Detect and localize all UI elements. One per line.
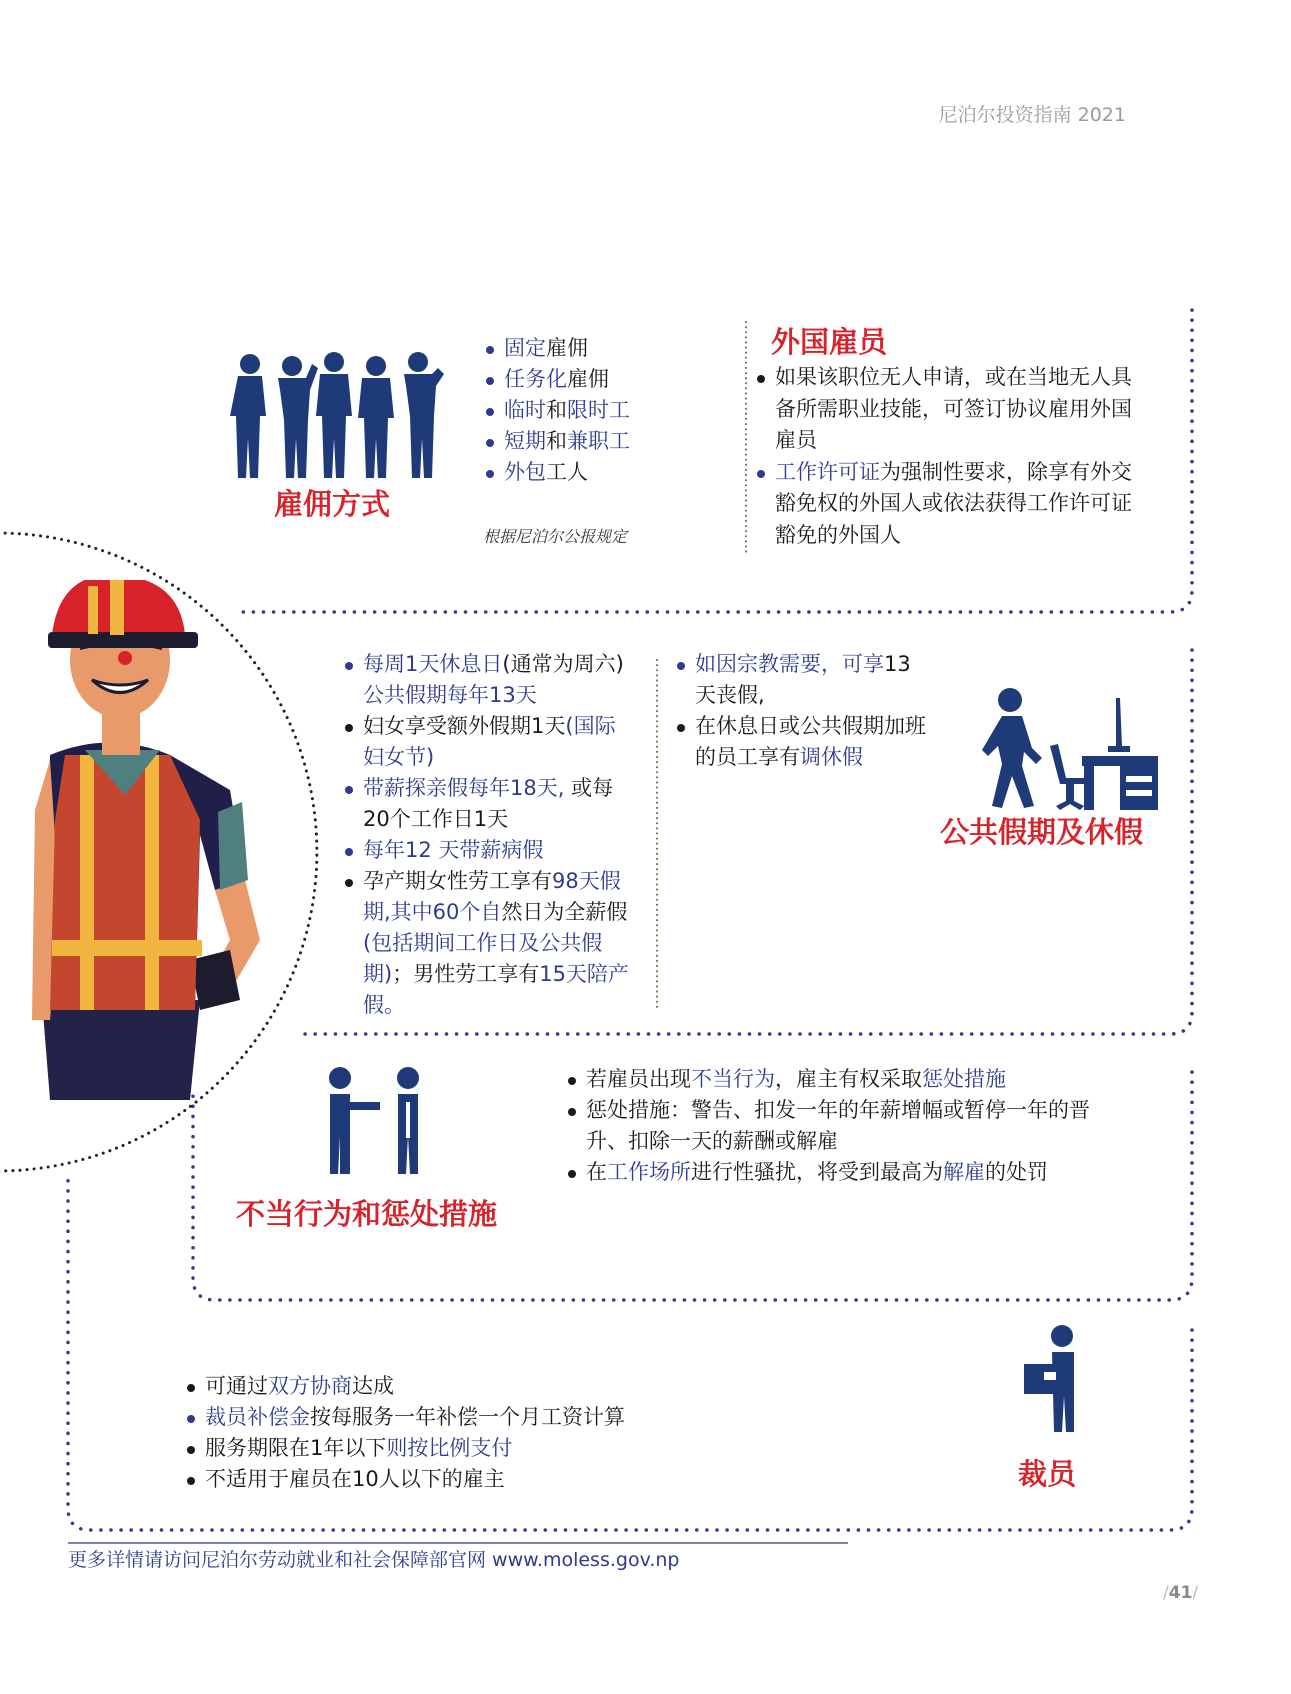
highlighted-term: 15天陪产假。 <box>363 962 629 1017</box>
text-segment: 若雇员出现 <box>586 1067 691 1091</box>
list-item <box>677 649 927 711</box>
highlighted-term: 带薪探亲假每年18天, <box>363 776 565 800</box>
highlighted-term: 双方协商 <box>268 1374 352 1398</box>
item-text <box>363 714 616 769</box>
highlighted-term: 解雇 <box>943 1160 985 1184</box>
highlighted-term: 外包 <box>504 460 546 484</box>
text-segment: 可通过 <box>205 1374 268 1398</box>
highlighted-term: 工作场所 <box>607 1160 691 1184</box>
item-text <box>205 1405 625 1429</box>
list-item <box>486 333 630 364</box>
highlighted-term: 每年12 天带薪病假 <box>363 838 544 862</box>
highlighted-term: (国际妇女节) <box>363 714 616 769</box>
item-text <box>205 1374 394 1398</box>
text-segment: 在休息日或公共假期加班的员工享有 <box>695 714 926 769</box>
holidays-title: 公共假期及休假 <box>940 815 1144 849</box>
text-segment: ，雇主有权采取 <box>775 1067 922 1091</box>
misconduct-list <box>568 1064 1128 1188</box>
highlighted-term: 每周1天休息日 <box>363 652 503 676</box>
list-item <box>486 426 630 457</box>
highlighted-term: 临时 <box>504 398 546 422</box>
layoff-title: 裁员 <box>1018 1457 1077 1491</box>
list-item <box>187 1464 887 1495</box>
item-text <box>504 367 609 391</box>
list-item <box>568 1095 1128 1157</box>
text-segment: 和 <box>546 398 567 422</box>
text-segment: 雇佣 <box>567 367 609 391</box>
list-item <box>345 835 630 866</box>
text-segment: 进行性骚扰，将受到最高为 <box>691 1160 943 1184</box>
highlighted-term: 如因宗教需要，可享 <box>695 652 884 676</box>
text-segment: 不适用于雇员在10人以下的雇主 <box>205 1467 505 1491</box>
text-segment: 达成 <box>352 1374 394 1398</box>
item-text <box>504 336 588 360</box>
text-segment: 13天丧假, <box>695 652 911 707</box>
highlighted-term: 兼职工 <box>567 429 630 453</box>
leave-office-icon <box>980 686 1160 811</box>
item-text <box>205 1467 505 1491</box>
item-text <box>363 869 629 1017</box>
highlighted-term: 裁员补偿金 <box>205 1405 310 1429</box>
list-item <box>345 711 630 773</box>
highlighted-term: 任务化 <box>504 367 567 391</box>
item-text <box>504 398 630 422</box>
highlighted-term: 工作许可证 <box>775 459 880 484</box>
item-text <box>504 460 588 484</box>
employment-title: 雇佣方式 <box>274 487 391 521</box>
item-text <box>775 460 1132 547</box>
highlighted-term: 限时工 <box>567 398 630 422</box>
text-segment: 服务期限在1年以下 <box>205 1436 387 1460</box>
item-text <box>586 1098 1090 1153</box>
text-segment: ；男性劳工享有 <box>392 962 540 986</box>
text-segment: 的处罚 <box>985 1160 1048 1184</box>
list-item <box>486 364 630 395</box>
item-text <box>586 1067 1006 1091</box>
item-text <box>695 652 911 707</box>
page-number-value: 41 <box>1168 1583 1193 1603</box>
reprimand-icon <box>326 1066 436 1176</box>
text-segment: 然日为全薪假 <box>501 900 628 924</box>
employment-list <box>486 333 630 488</box>
list-item <box>345 649 630 711</box>
text-segment: 如果该职位无人申请，或在当地无人具备所需职业技能，可签订协议雇用外国雇员 <box>775 365 1132 452</box>
list-item <box>486 457 630 488</box>
text-segment: 或每20个工作日1天 <box>363 776 614 831</box>
page-number: /41/ <box>1163 1583 1199 1603</box>
footer-link-text[interactable]: 更多详情请访问尼泊尔劳动就业和社会保障部官网 www.moless.gov.np <box>68 1549 680 1571</box>
text-segment: 雇佣 <box>546 336 588 360</box>
list-item <box>757 362 1142 457</box>
gazette-note: 根据尼泊尔公报规定 <box>483 527 628 546</box>
highlighted-term: 98天假期,其中60个自 <box>363 869 621 924</box>
highlighted-term: 不当行为 <box>691 1067 775 1091</box>
layoff-list <box>187 1371 887 1495</box>
carrying-box-icon <box>1022 1324 1092 1434</box>
list-item <box>486 395 630 426</box>
text-segment: (通常为周六) <box>502 652 624 676</box>
list-item <box>757 457 1142 552</box>
list-item <box>568 1064 1128 1095</box>
text-segment: 惩处措施：警告、扣发一年的年薪增幅或暂停一年的晋升、扣除一天的薪酬或解雇 <box>586 1098 1090 1153</box>
foreign-title: 外国雇员 <box>771 325 888 359</box>
misconduct-title: 不当行为和惩处措施 <box>236 1197 498 1231</box>
text-segment: 和 <box>546 429 567 453</box>
text-segment: 孕产期女性劳工享有 <box>363 869 552 893</box>
list-item <box>677 711 927 773</box>
highlighted-term: (包括期间工作日及公共假期) <box>363 931 603 986</box>
text-segment: 为强制性要求，除享有外交豁免权的外国人或依法获得工作许可证豁免的外国人 <box>775 459 1132 547</box>
text-segment: 按每服务一年补偿一个月工资计算 <box>310 1405 625 1429</box>
list-item <box>345 773 630 835</box>
item-text <box>363 776 613 831</box>
item-text <box>586 1160 1048 1184</box>
text-segment: 工人 <box>546 460 588 484</box>
item-text <box>363 652 624 707</box>
holidays-right-list <box>677 649 927 773</box>
highlighted-term: 则按比例支付 <box>386 1436 513 1460</box>
list-item <box>187 1402 887 1433</box>
list-item <box>187 1371 887 1402</box>
foreign-list <box>757 362 1142 551</box>
item-text <box>205 1436 512 1460</box>
highlighted-term: 惩处措施 <box>922 1067 1006 1091</box>
list-item <box>345 866 630 1021</box>
construction-worker-illustration <box>30 580 260 1100</box>
workers-group-icon <box>228 352 448 482</box>
item-text <box>504 429 630 453</box>
item-text <box>363 838 543 862</box>
list-item <box>568 1157 1128 1188</box>
text-segment: 妇女享受额外假期1天 <box>363 714 566 738</box>
holidays-left-list <box>345 649 630 1021</box>
list-item <box>187 1433 887 1464</box>
document-title: 尼泊尔投资指南 2021 <box>938 104 1126 126</box>
highlighted-term: 调休假 <box>800 745 863 769</box>
highlighted-term: 固定 <box>504 336 546 360</box>
highlighted-term: 短期 <box>504 429 546 453</box>
text-segment: 在 <box>586 1160 607 1184</box>
item-text <box>695 714 926 769</box>
highlighted-term: 公共假期每年13天 <box>363 683 537 707</box>
item-text <box>775 365 1132 452</box>
